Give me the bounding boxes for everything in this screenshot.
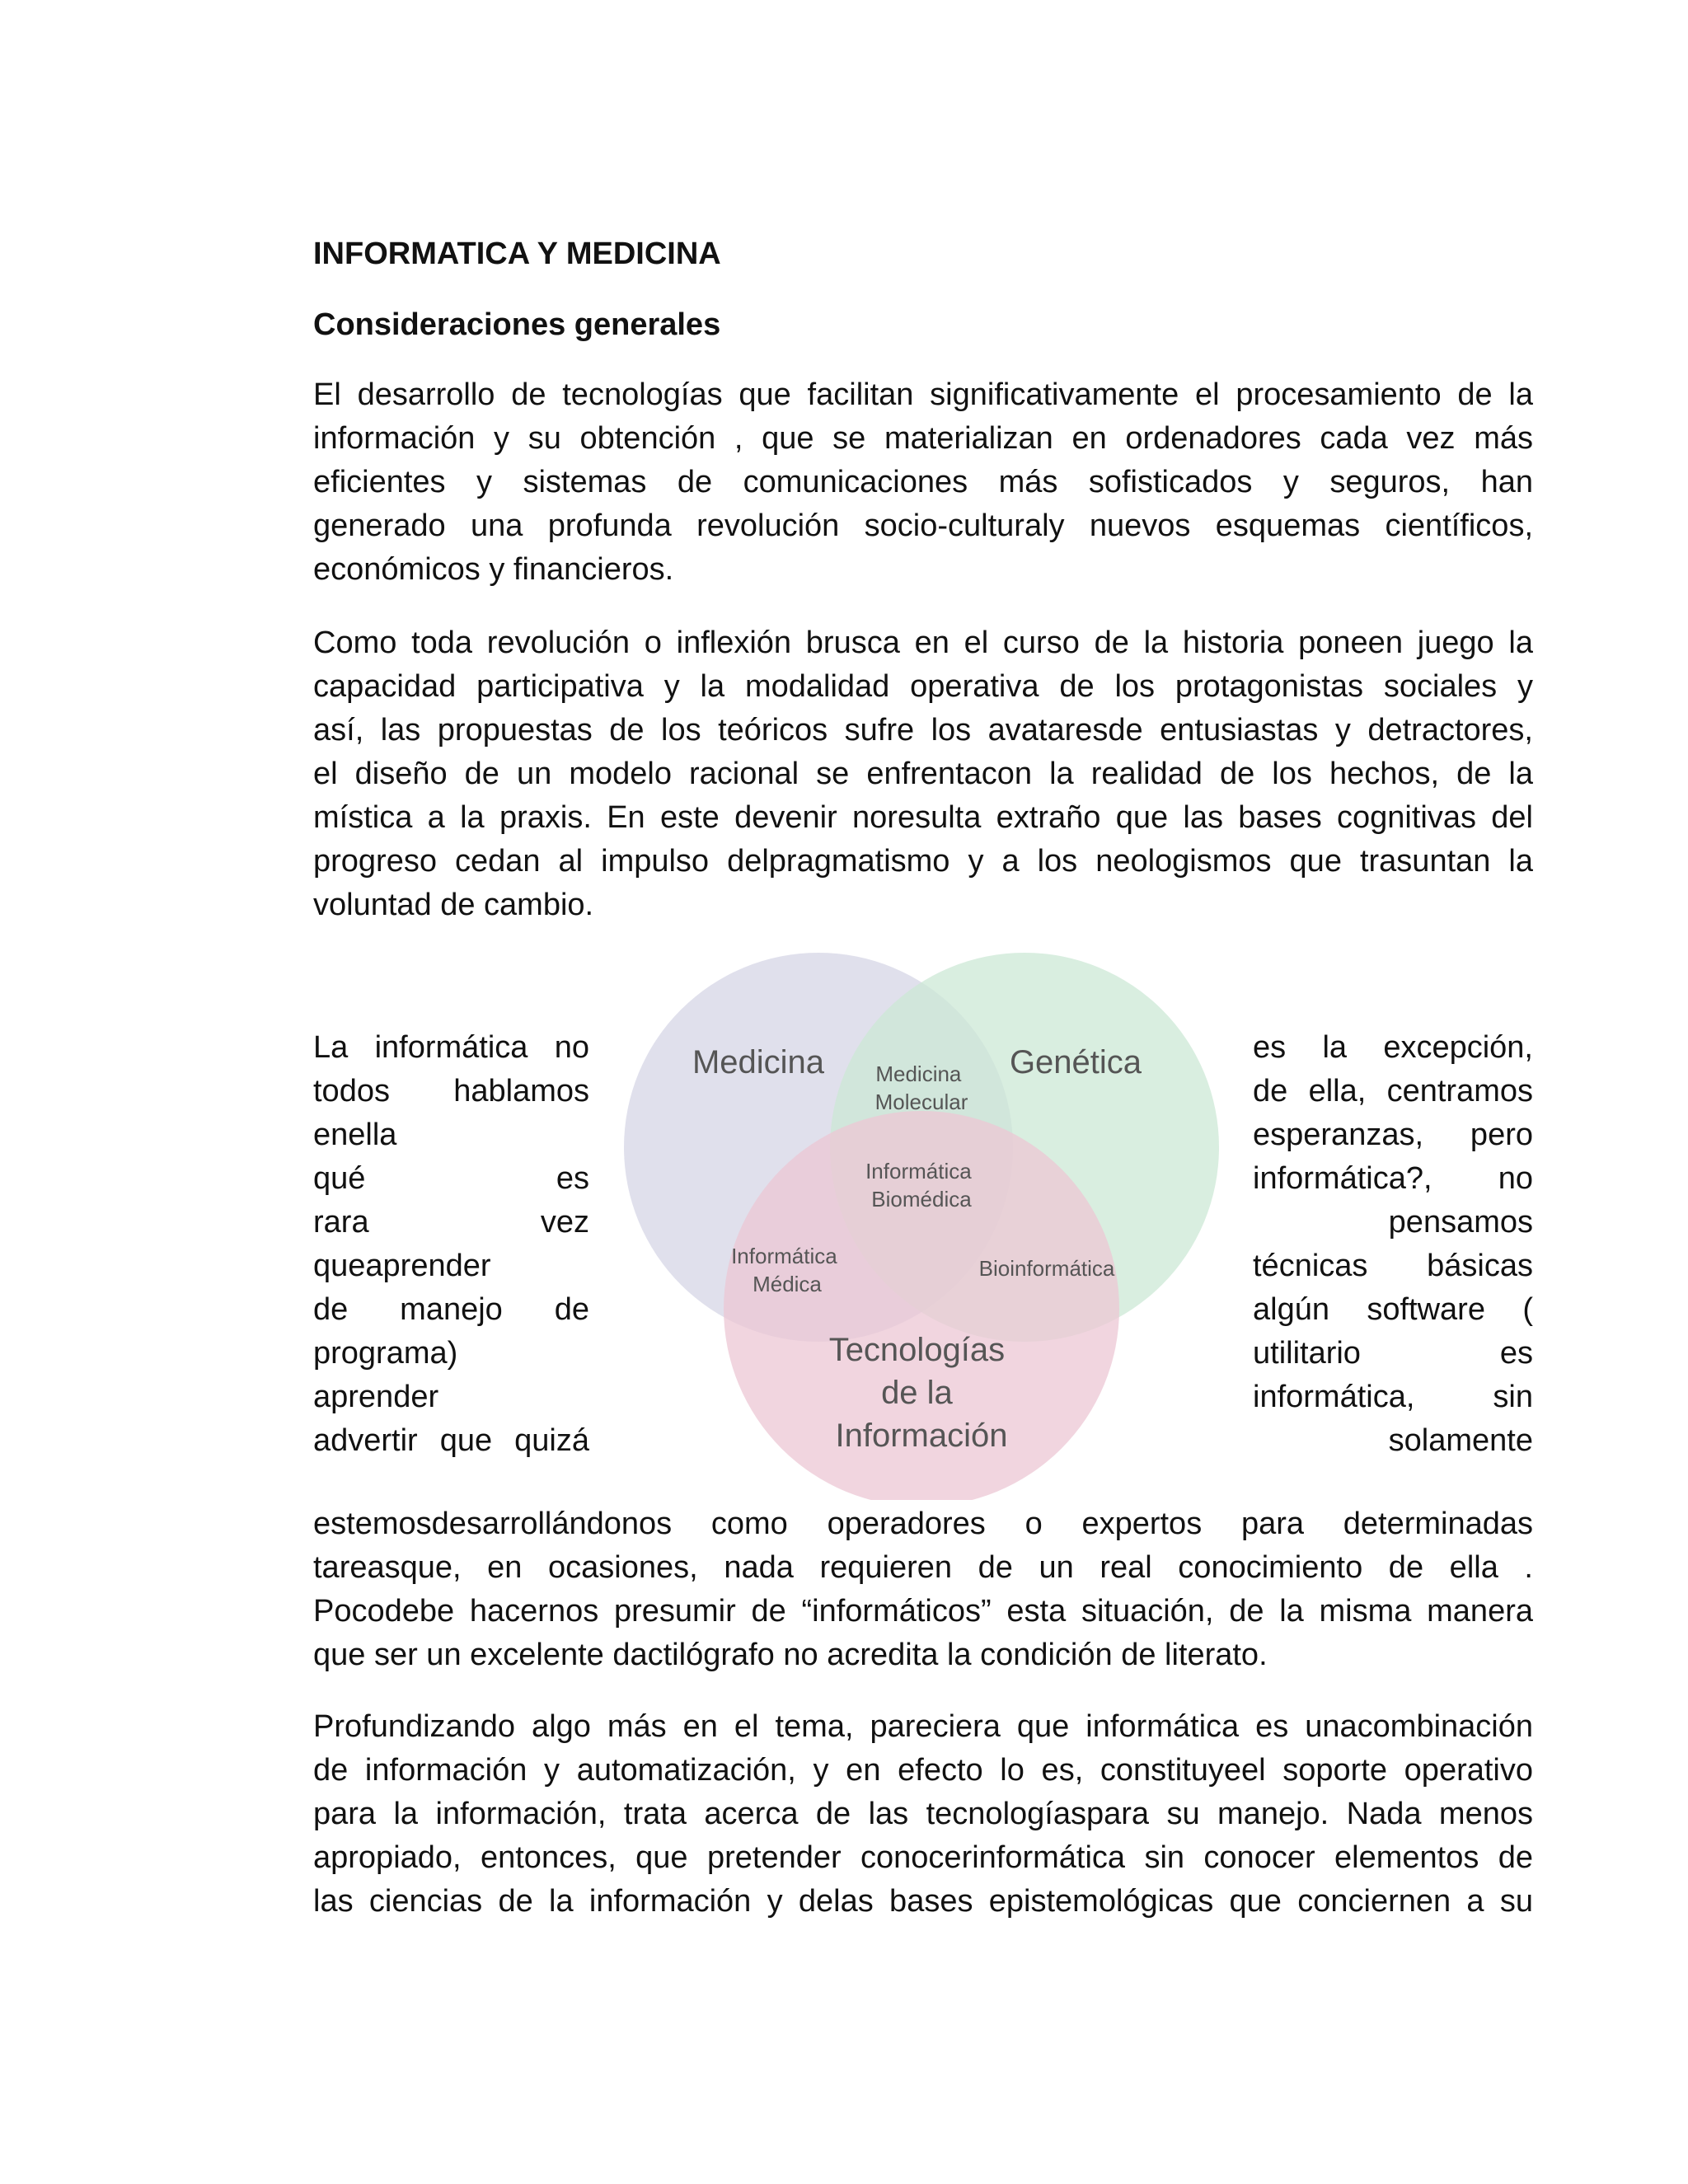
document-title: INFORMATICA Y MEDICINA — [313, 237, 721, 271]
text-line: capacidad participativa y la modalidad operativa de los protagonistas sociales y — [313, 669, 1533, 704]
text-line: Como toda revolución o inflexión brusca en el curso de la historia poneen juego la — [313, 626, 1533, 660]
text-line: informática?, no — [1253, 1161, 1533, 1196]
text-line: Pocodebe hacernos presumir de “informáticos” esta situación, de la misma manera — [313, 1594, 1533, 1629]
text-line: de manejo de — [313, 1292, 589, 1327]
text-line: de ella, centramos — [1253, 1074, 1533, 1108]
text-line: que ser un excelente dactilógrafo no acredita la condición de literato. — [313, 1638, 1268, 1672]
text-line: informática, sin — [1253, 1380, 1533, 1414]
text-line: estemosdesarrollándonos como operadores o expertos para determinadas — [313, 1507, 1533, 1541]
paragraph-1 — [313, 373, 1533, 592]
paragraph-4 — [313, 1705, 1533, 1924]
text-line: esperanzas, pero — [1253, 1118, 1533, 1152]
venn-label-tecnologias: Tecnologías de la Información — [828, 1332, 1008, 1454]
text-line: aprender — [313, 1380, 439, 1414]
text-line: el diseño de un modelo racional se enfrentacon la realidad de los hechos, de la — [313, 757, 1533, 791]
text-line: La informática no — [313, 1030, 589, 1065]
text-line: las ciencias de la información y delas bases epistemológicas que conciernen a su — [313, 1884, 1533, 1919]
text-line: para la información, trata acerca de las tecnologíaspara su manejo. Nada menos — [313, 1797, 1533, 1831]
text-line: información y su obtención , que se materializan en ordenadores cada vez más — [313, 421, 1533, 456]
text-line: todos hablamos — [313, 1074, 589, 1108]
text-line: técnicas básicas — [1253, 1249, 1533, 1283]
text-line: tareasque, en ocasiones, nada requieren de un real conocimiento de ella . — [313, 1550, 1533, 1585]
venn-label-informatica-biomedica: Informática Biomédica — [865, 1159, 972, 1212]
text-line: queaprender — [313, 1249, 491, 1283]
text-line: progreso cedan al impulso delpragmatismo y a los neologismos que trasuntan la — [313, 844, 1533, 879]
text-line: así, las propuestas de los teóricos sufre los avataresde entusiastas y detractores, — [313, 713, 1533, 748]
text-line: generado una profunda revolución socio-culturaly nuevos esquemas científicos, — [313, 509, 1533, 543]
text-line: algún software ( — [1253, 1292, 1533, 1327]
wrap-text-left-column — [313, 1026, 589, 1463]
text-line: de información y automatización, y en efecto lo es, constituyeel soporte operativo — [313, 1753, 1533, 1788]
venn-label-genetica: Genética — [1009, 1044, 1142, 1080]
text-line: Profundizando algo más en el tema, pareciera que informática es unacombinación — [313, 1709, 1533, 1744]
text-line: mística a la praxis. En este devenir noresulta extraño que las bases cognitivas del — [313, 800, 1533, 835]
text-line: El desarrollo de tecnologías que facilitan significativamente el procesamiento de la — [313, 377, 1533, 412]
text-line: eficientes y sistemas de comunicaciones más sofisticados y seguros, han — [313, 465, 1533, 499]
text-line: advertir que quizá — [313, 1423, 589, 1458]
text-line: es la excepción, — [1253, 1030, 1533, 1065]
wrap-text-right-column — [1253, 1026, 1533, 1463]
text-line: pensamos — [1388, 1205, 1533, 1240]
section-heading: Consideraciones generales — [313, 307, 721, 342]
venn-label-bioinformatica: Bioinformática — [978, 1256, 1115, 1281]
text-line: voluntad de cambio. — [313, 888, 594, 922]
venn-label-medicina: Medicina — [692, 1044, 825, 1080]
text-line: enella — [313, 1118, 397, 1152]
text-line: económicos y financieros. — [313, 552, 674, 587]
venn-label-medicina-molecular: Medicina Molecular — [874, 1062, 968, 1114]
paragraph-3 — [313, 1502, 1533, 1677]
text-line: utilitario es — [1253, 1336, 1533, 1371]
text-line: apropiado, entonces, que pretender conocerinformática sin conocer elementos de — [313, 1840, 1533, 1875]
text-line: rara vez — [313, 1205, 589, 1240]
venn-label-informatica-medica: Informática Médica — [731, 1244, 837, 1296]
paragraph-2 — [313, 621, 1533, 927]
text-line: qué es — [313, 1161, 589, 1196]
text-line: solamente — [1388, 1423, 1533, 1458]
venn-diagram — [606, 952, 1249, 1500]
text-line: programa) — [313, 1336, 458, 1371]
